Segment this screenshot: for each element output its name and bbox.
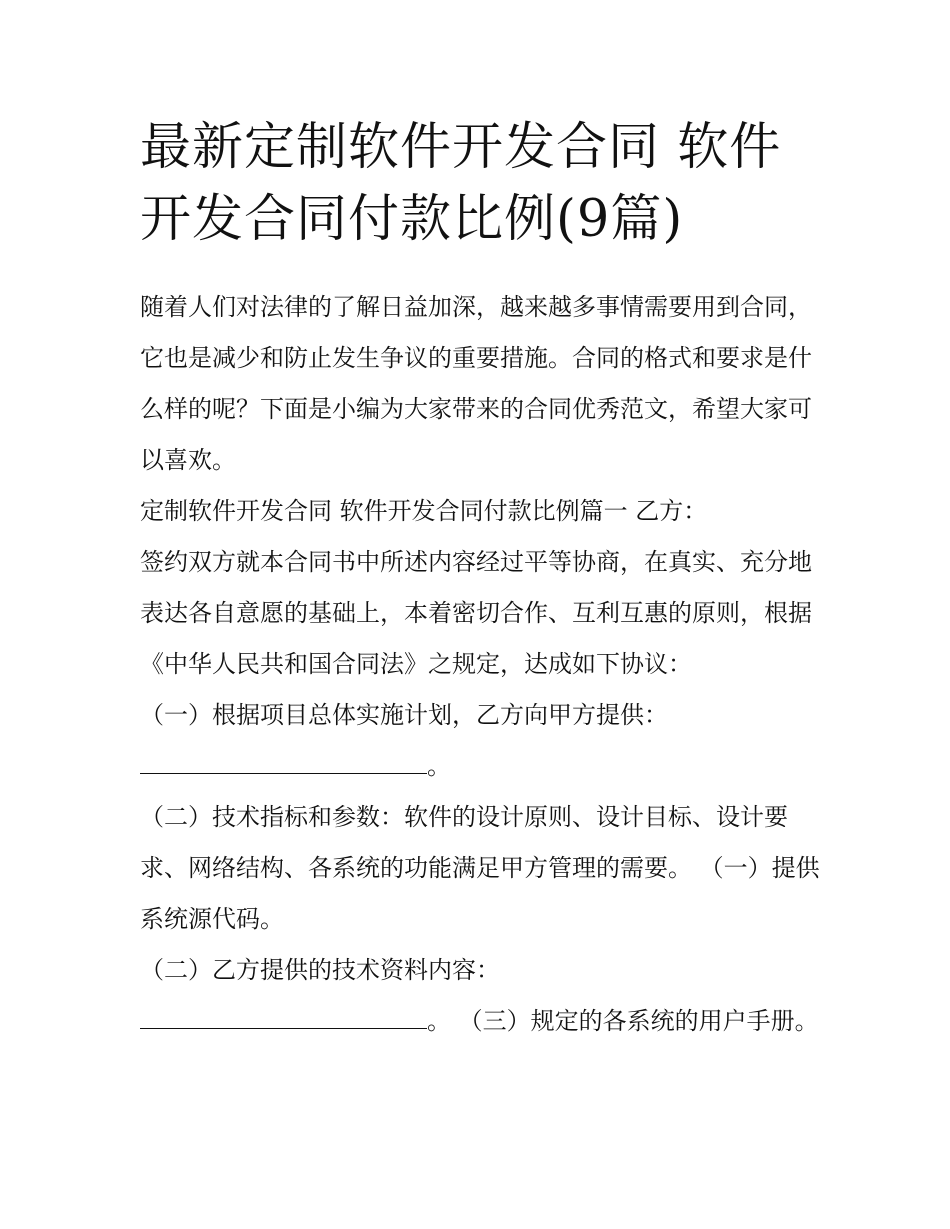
document-title: 最新定制软件开发合同 软件开发合同付款比例(9篇) — [140, 118, 782, 249]
blank-fill-line — [140, 753, 427, 774]
item-two-b-paragraph: （二）乙方提供的技术资料内容： — [140, 956, 500, 984]
document-body — [140, 282, 820, 1047]
blank-line-two-paragraph — [140, 996, 820, 1047]
blank-one-suffix: 。 — [427, 752, 451, 780]
section-heading: 定制软件开发合同 软件开发合同付款比例篇一 乙方： — [140, 497, 708, 525]
item-one-paragraph: （一）根据项目总体实施计划，乙方向甲方提供： — [140, 701, 668, 729]
agreement-paragraph: 签约双方就本合同书中所述内容经过平等协商，在真实、充分地表达各自意愿的基础上，本着密切合作、互利互惠的原则，根据《中华人民共和国合同法》之规定，达成如下协议： — [140, 548, 812, 678]
item-two-paragraph: （二）技术指标和参数：软件的设计原则、设计目标、设计要求、网络结构、各系统的功能满足甲方管理的需要。 （一）提供系统源代码。 — [140, 803, 820, 933]
blank-fill-line — [140, 1008, 427, 1029]
blank-two-suffix: 。 （三）规定的各系统的用户手册。 — [427, 1007, 819, 1035]
blank-line-one-paragraph — [140, 741, 820, 792]
intro-paragraph: 随着人们对法律的了解日益加深，越来越多事情需要用到合同，它也是减少和防止发生争议的重要措施。合同的格式和要求是什么样的呢？下面是小编为大家带来的合同优秀范文，希望大家可以喜欢。 — [140, 293, 812, 474]
